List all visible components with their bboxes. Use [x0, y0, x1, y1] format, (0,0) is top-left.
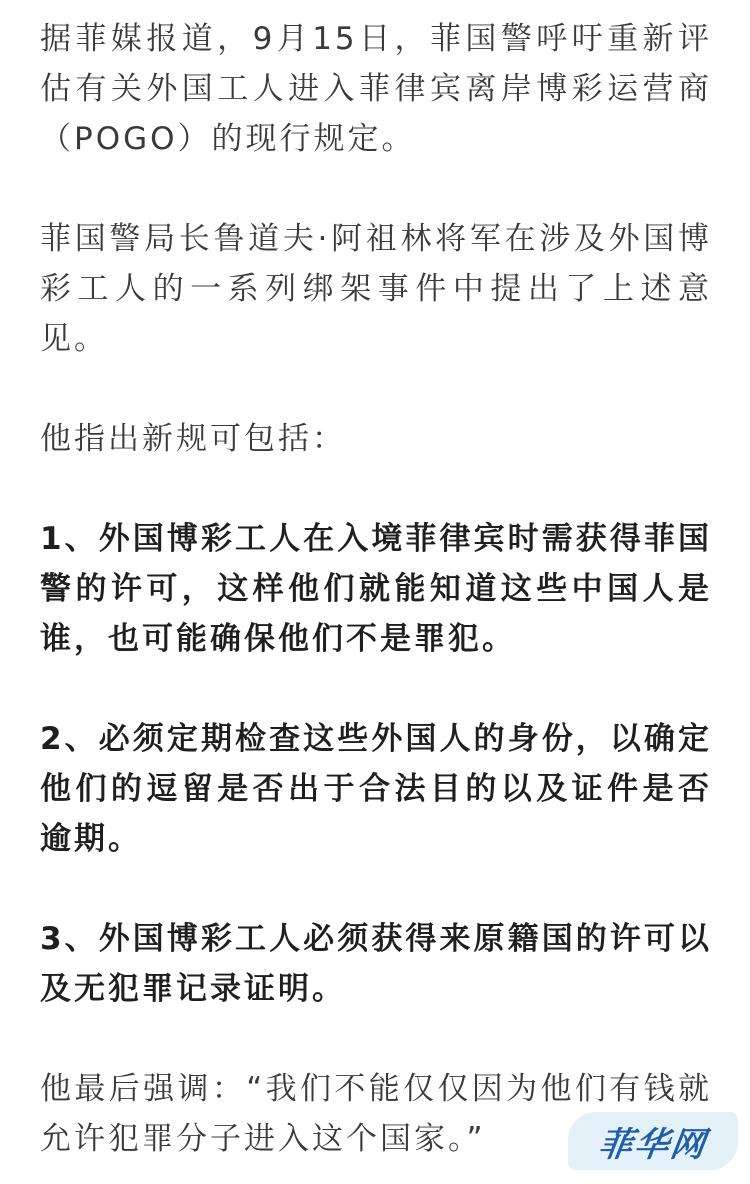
paragraph-rule-3: 3、外国博彩工人必须获得来原籍国的许可以及无犯罪记录证明。	[40, 921, 712, 1007]
paragraph-intro: 据菲媒报道，9月15日，菲国警呼吁重新评估有关外国工人进入菲律宾离岸博彩运营商（POGO）的现行规定。	[40, 21, 712, 157]
watermark-text: 菲华网	[595, 1124, 710, 1165]
site-watermark-logo	[568, 1112, 738, 1170]
paragraph-rule-1: 1、外国博彩工人在入境菲律宾时需获得菲国警的许可，这样他们就能知道这些中国人是谁，也可能确保他们不是罪犯。	[40, 521, 712, 657]
paragraph-rule-2: 2、必须定期检查这些外国人的身份，以确定他们的逗留是否出于合法目的以及证件是否逾期。	[40, 721, 712, 857]
paragraph-rules-lead: 他指出新规可包括：	[40, 421, 346, 457]
article-body	[40, 14, 712, 1164]
paragraph-context: 菲国警局长鲁道夫·阿祖林将军在涉及外国博彩工人的一系列绑架事件中提出了上述意见。	[40, 221, 712, 357]
paragraph-closing-quote: 他最后强调：“我们不能仅仅因为他们有钱就允许犯罪分子进入这个国家。”	[40, 1071, 712, 1157]
